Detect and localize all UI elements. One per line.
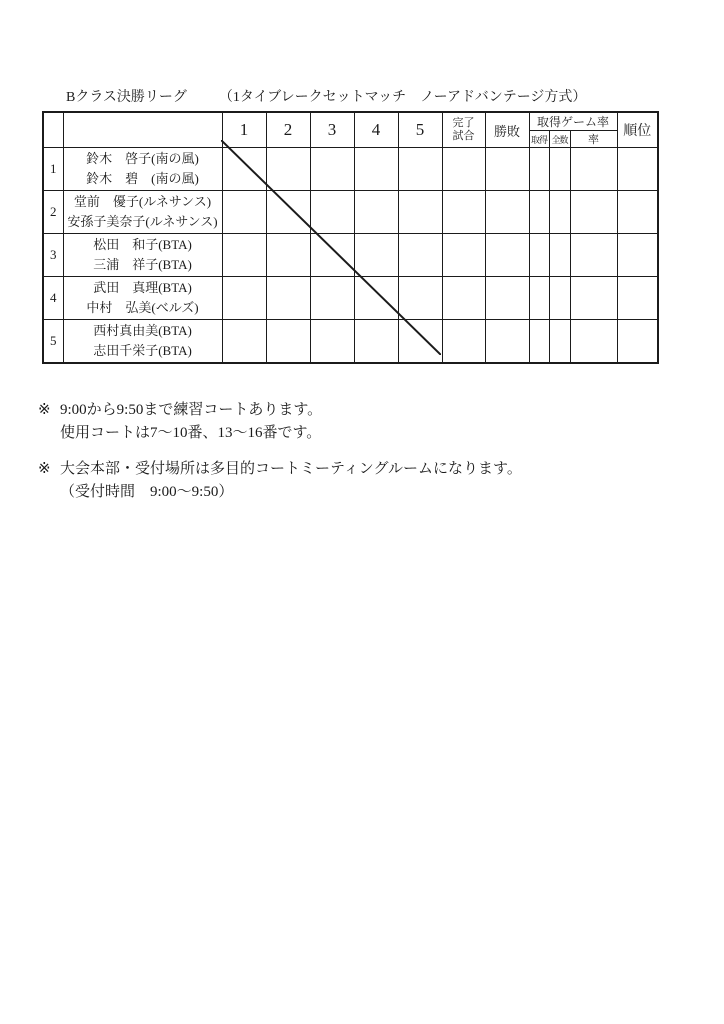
games-total-cell (549, 148, 570, 191)
league-title: Bクラス決勝リーグ (66, 90, 187, 105)
table-row (43, 234, 658, 277)
player-name: 松田 和子(BTA) (93, 237, 192, 252)
score-cell (398, 191, 442, 234)
note-marker: ※ (38, 402, 51, 418)
player-name: 志田千栄子(BTA) (93, 342, 192, 358)
round-header-3: 3 (310, 112, 354, 148)
score-cell-self (354, 277, 398, 320)
team-players (63, 148, 222, 191)
team-number: 5 (43, 320, 63, 363)
completed-matches-cell (442, 234, 485, 277)
score-cell (398, 234, 442, 277)
player-name: 武田 真理(BTA) (93, 280, 192, 295)
win-loss-header: 勝敗 (485, 112, 529, 148)
rank-header: 順位 (617, 112, 658, 148)
table-row (43, 191, 658, 234)
win-loss-cell (485, 277, 529, 320)
corner-cell-names (63, 112, 222, 148)
score-cell (310, 277, 354, 320)
team-players (63, 320, 222, 363)
team-number: 1 (43, 148, 63, 191)
win-loss-cell (485, 148, 529, 191)
games-won-subheader: 取得 (529, 131, 549, 148)
rank-cell (617, 234, 658, 277)
completed-matches-header: 完了 試合 (442, 112, 485, 148)
win-loss-cell (485, 234, 529, 277)
player-name: 西村真由美(BTA) (93, 322, 192, 338)
team-number: 4 (43, 277, 63, 320)
table-row (43, 277, 658, 320)
table-row (43, 148, 658, 191)
score-cell (222, 320, 266, 363)
rank-cell (617, 191, 658, 234)
games-total-cell (549, 320, 570, 363)
score-cell (266, 277, 310, 320)
player-name: 鈴木 啓子(南の風) (86, 151, 199, 166)
table-row (43, 320, 658, 363)
note-text: 9:00から9:50まで練習コートあります。 使用コートは7～10番、13～16番です。 (60, 402, 323, 441)
games-won-cell (529, 277, 549, 320)
completed-matches-cell (442, 320, 485, 363)
round-header-2: 2 (266, 112, 310, 148)
score-cell (354, 320, 398, 363)
games-total-subheader: 全数 (549, 131, 570, 148)
games-total-cell (549, 191, 570, 234)
score-cell (222, 191, 266, 234)
round-header-1: 1 (222, 112, 266, 148)
note-reception (38, 458, 522, 504)
rate-cell (570, 320, 617, 363)
match-format-subtitle: （1タイブレークセットマッチ ノーアドバンテージ方式） (218, 90, 587, 105)
score-cell (266, 148, 310, 191)
round-robin-table (42, 111, 659, 364)
games-won-cell (529, 191, 549, 234)
rate-subheader: 率 (570, 131, 617, 148)
score-cell (310, 320, 354, 363)
document-title (66, 86, 586, 106)
games-won-cell (529, 320, 549, 363)
completed-matches-cell (442, 277, 485, 320)
score-cell (354, 191, 398, 234)
team-players (63, 191, 222, 234)
score-cell (310, 148, 354, 191)
corner-cell-number (43, 112, 63, 148)
score-cell (266, 234, 310, 277)
score-cell-self (222, 148, 266, 191)
score-cell-self (310, 234, 354, 277)
score-cell-self (398, 320, 442, 363)
rank-cell (617, 148, 658, 191)
note-practice-courts (38, 399, 322, 445)
score-cell-self (266, 191, 310, 234)
game-rate-group-header: 取得ゲーム率 (529, 112, 617, 131)
note-text: 大会本部・受付場所は多目的コートミーティングルームになります。 （受付時間 9:00～9:50） (60, 461, 522, 500)
win-loss-cell (485, 320, 529, 363)
score-cell (398, 277, 442, 320)
player-name: 堂前 優子(ルネサンス) (73, 194, 212, 209)
score-cell (398, 148, 442, 191)
player-name: 安孫子美奈子(ルネサンス) (67, 214, 218, 229)
team-number: 2 (43, 191, 63, 234)
rate-cell (570, 234, 617, 277)
team-players (63, 234, 222, 277)
games-won-cell (529, 234, 549, 277)
score-cell (354, 234, 398, 277)
score-cell (354, 148, 398, 191)
score-cell (310, 191, 354, 234)
games-total-cell (549, 234, 570, 277)
rate-cell (570, 277, 617, 320)
completed-matches-cell (442, 191, 485, 234)
note-marker: ※ (38, 461, 51, 477)
team-players (63, 277, 222, 320)
rank-cell (617, 277, 658, 320)
score-cell (266, 320, 310, 363)
player-name: 鈴木 碧 (南の風) (86, 171, 199, 186)
rank-cell (617, 320, 658, 363)
rate-cell (570, 148, 617, 191)
team-number: 3 (43, 234, 63, 277)
round-header-5: 5 (398, 112, 442, 148)
games-won-cell (529, 148, 549, 191)
rate-cell (570, 191, 617, 234)
score-cell (222, 234, 266, 277)
games-total-cell (549, 277, 570, 320)
round-header-4: 4 (354, 112, 398, 148)
player-name: 中村 弘美(ベルズ) (86, 300, 199, 315)
league-table-container (42, 111, 659, 364)
score-cell (222, 277, 266, 320)
win-loss-cell (485, 191, 529, 234)
player-name: 三浦 祥子(BTA) (93, 257, 192, 272)
completed-matches-cell (442, 148, 485, 191)
